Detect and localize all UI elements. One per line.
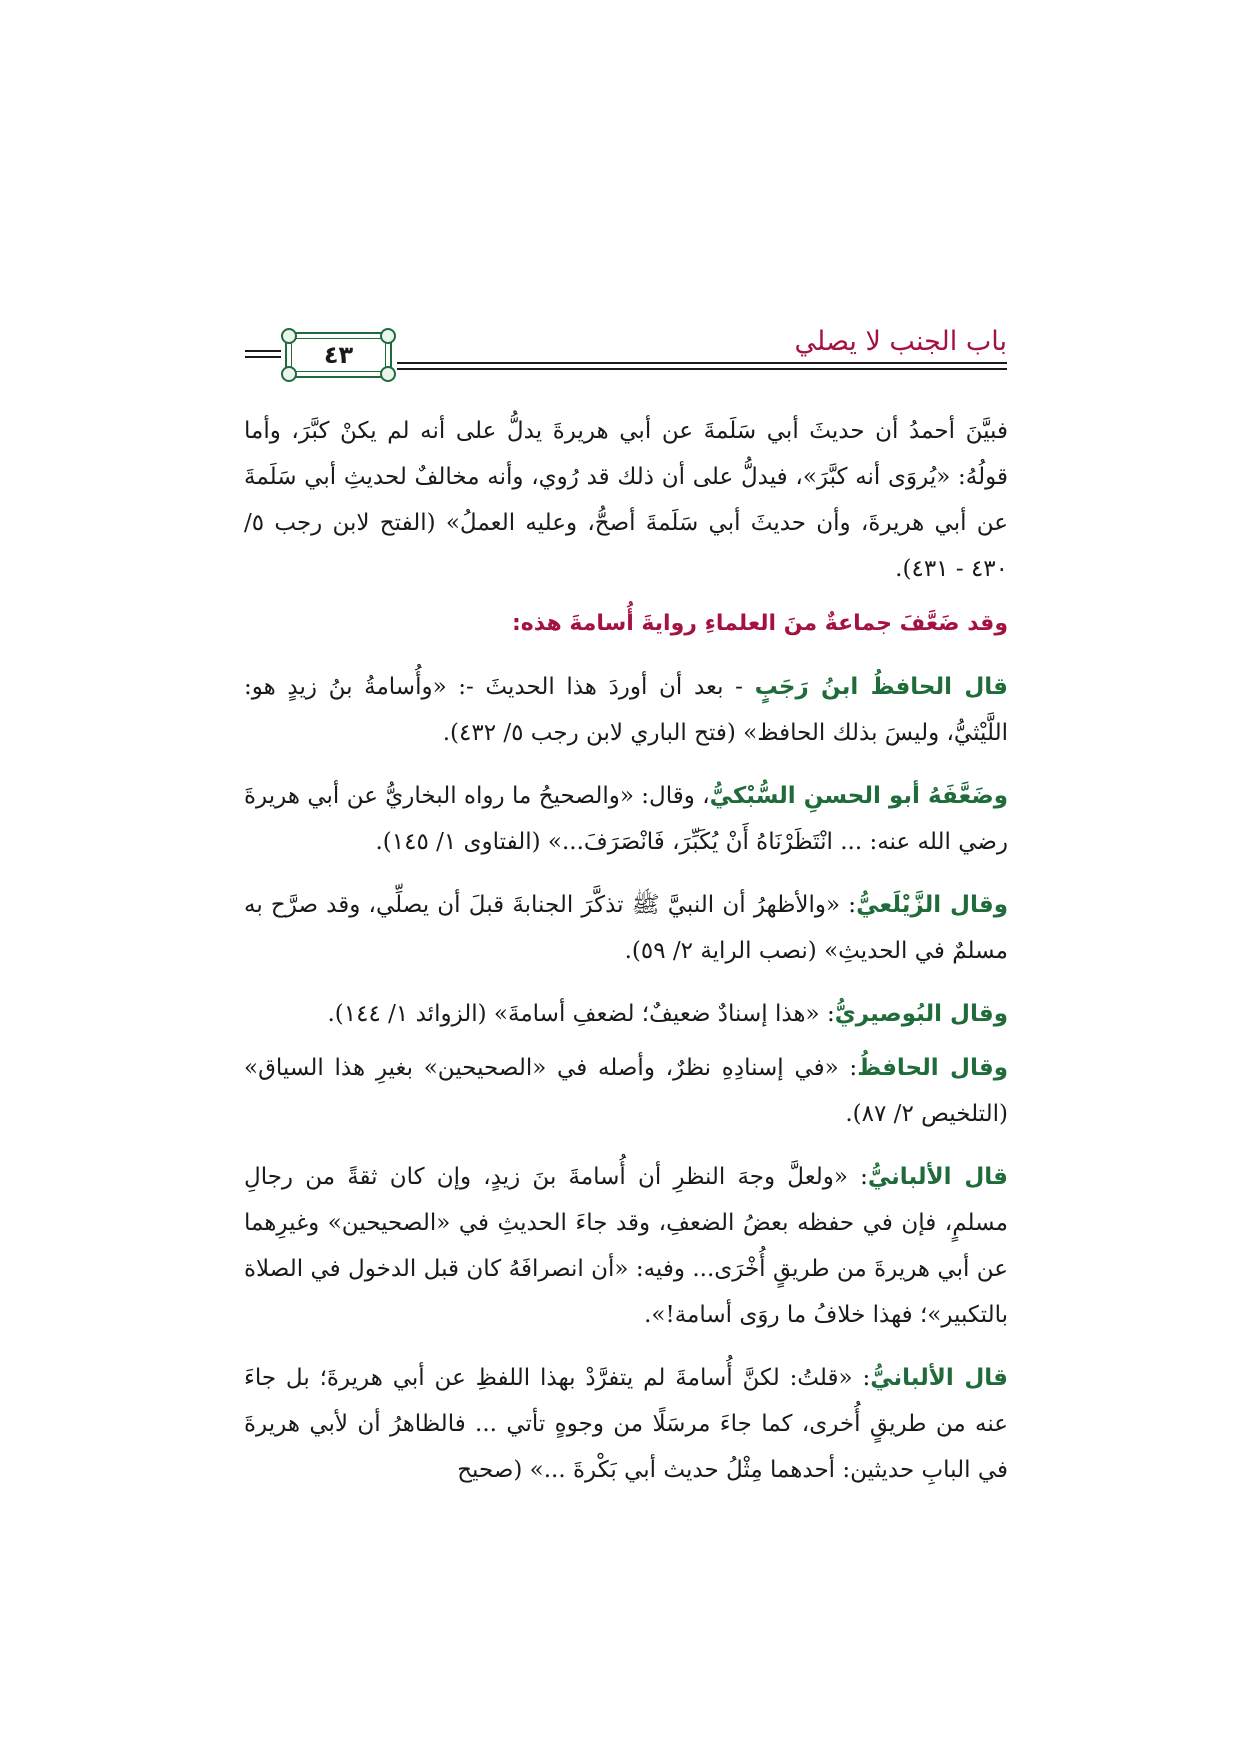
header-rule-bottom bbox=[397, 368, 1007, 370]
header-rule-top bbox=[397, 362, 1007, 364]
page-body bbox=[244, 408, 1008, 1510]
section-heading bbox=[244, 600, 1008, 647]
scholar-name: وقال الزَّيْلَعيُّ bbox=[856, 892, 1009, 918]
paragraph-albani-1 bbox=[244, 1154, 1008, 1338]
page-header bbox=[245, 324, 1007, 384]
paragraph-text: : «والأظهرُ أن النبيَّ ﷺ تذكَّرَ الجنابةَ قبلَ أن يصلِّي، وقد صرَّح به مسلمٌ في الحديثِ» (نصب الراية ٢/ ٥٩). bbox=[244, 892, 1008, 964]
scholar-name: قال الألبانيُّ bbox=[867, 1164, 1008, 1190]
header-rule-left-bottom bbox=[245, 356, 281, 358]
paragraph-ahmad bbox=[244, 408, 1008, 592]
paragraph-ibn-rajab bbox=[244, 664, 1008, 756]
paragraph-hafiz bbox=[244, 1045, 1008, 1137]
header-rule-left-top bbox=[245, 350, 281, 352]
paragraph-text: فبيَّنَ أحمدُ أن حديثَ أبي سَلَمةَ عن أبي هريرةَ يدلُّ على أنه لم يكنْ كبَّرَ، وأما قولُهُ: «يُروَى أنه كبَّرَ»، فيدلُّ على أن ذلك قد رُوي، وأنه مخالفٌ لحديثِ أبي سَلَمةَ عن أبي هريرةَ، وأن حديثَ أبي سَلَمةَ أصحُّ، وعليه العملُ» (الفتح لابن رجب ٥/ ٤٣٠ - ٤٣١). bbox=[244, 418, 1008, 582]
paragraph-text: ، وقال: «والصحيحُ ما رواه البخاريُّ عن أبي هريرةَ رضي الله عنه: ... انْتَظَرْنَاهُ أَنْ يُكَبِّرَ، فَانْصَرَفَ...» (الفتاوى ١/ ١٤٥). bbox=[244, 783, 1008, 855]
page-number: ٤٣ bbox=[323, 341, 354, 369]
paragraph-busiri bbox=[244, 991, 1008, 1037]
paragraph-text: : «هذا إسنادٌ ضعيفٌ؛ لضعفِ أسامةَ» (الزوائد ١/ ١٤٤). bbox=[327, 1001, 835, 1027]
paragraph-subki bbox=[244, 773, 1008, 865]
paragraph-albani-2 bbox=[244, 1355, 1008, 1493]
heading-text: وقد ضَعَّفَ جماعةٌ منَ العلماءِ روايةَ أُسامةَ هذه: bbox=[511, 611, 1008, 636]
chapter-title: باب الجنب لا يصلي bbox=[794, 326, 1007, 357]
scholar-name: قال الحافظُ ابنُ رَجَبٍ bbox=[754, 674, 1008, 700]
scholar-name: وقال البُوصيريُّ bbox=[834, 1001, 1008, 1027]
scholar-name: وقال الحافظُ bbox=[857, 1055, 1008, 1081]
scholar-name: وضَعَّفَهُ أبو الحسنِ السُّبْكيُّ bbox=[709, 783, 1008, 809]
paragraph-zaylai bbox=[244, 882, 1008, 974]
paragraph-text: - بعد أن أوردَ هذا الحديثَ -: «وأُسامةُ بنُ زيدٍ هو: اللَّيْثيُّ، وليسَ بذلك الحافظ» (فتح الباري لابن رجب ٥/ ٤٣٢). bbox=[244, 674, 1008, 746]
paragraph-text: : «ولعلَّ وجهَ النظرِ أن أُسامةَ بنَ زيدٍ، وإن كان ثقةً من رجالِ مسلمٍ، فإن في حفظه بعضُ الضعفِ، وقد جاءَ الحديثِ في «الصحيحين» وغيرِهما عن أبي هريرةَ من طريقٍ أُخْرَى... وفيه: «أن انصرافَهُ كان قبل الدخول في الصلاة بالتكبير»؛ فهذا خلافُ ما روَى أسامة!». bbox=[244, 1164, 1008, 1328]
paragraph-text: : «قلتُ: لكنَّ أُسامةَ لم يتفرَّدْ بهذا اللفظِ عن أبي هريرةَ؛ بل جاءَ عنه من طريقٍ أُخرى، كما جاءَ مرسَلًا من وجوهٍ تأتي ... فالظاهرُ أن لأبي هريرةَ في البابِ حديثين: أحدهما مِثْلُ حديث أبي بَكْرةَ ...» (صحيح bbox=[244, 1365, 1008, 1483]
page-number-badge bbox=[285, 332, 392, 378]
scholar-name: قال الألبانيُّ bbox=[870, 1365, 1008, 1391]
paragraph-text: : «في إسنادِهِ نظرٌ، وأصله في «الصحيحين» بغيرِ هذا السياق» (التلخيص ٢/ ٨٧). bbox=[244, 1055, 1008, 1127]
